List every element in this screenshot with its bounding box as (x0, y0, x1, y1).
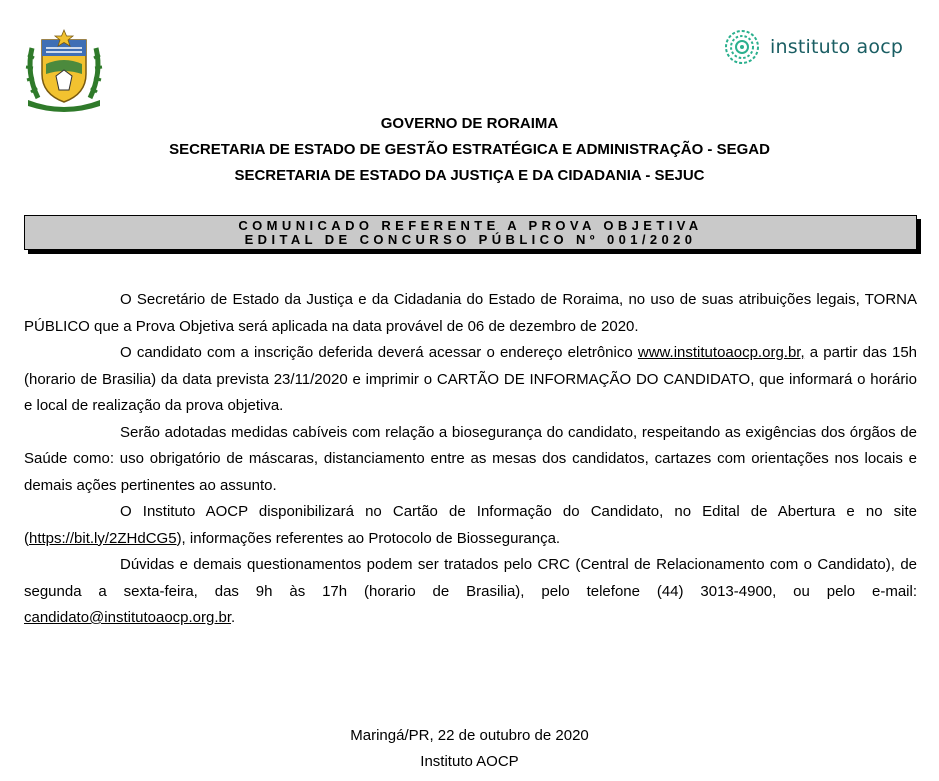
paragraph-2-text-start: O candidato com a inscrição deferida deverá acessar o endereço eletrônico (120, 344, 638, 361)
document-footer (0, 723, 939, 775)
banner-title: COMUNICADO REFERENTE A PROVA OBJETIVA (238, 218, 703, 233)
paragraph-1 (24, 287, 917, 340)
heading-line-segad: SECRETARIA DE ESTADO DE GESTÃO ESTRATÉGICA E ADMINISTRAÇÃO - SEGAD (169, 141, 770, 158)
signature: Instituto AOCP (420, 753, 519, 770)
instituto-aocp-logo (724, 29, 903, 65)
paragraph-4 (24, 499, 917, 552)
biosafety-link[interactable]: https://bit.ly/2ZHdCG5 (29, 529, 177, 547)
aocp-spiral-icon (724, 29, 760, 65)
website-link[interactable]: www.institutoaocp.org.br, (637, 344, 805, 361)
paragraph-5-text-end: . (231, 609, 236, 626)
heading-line-government: GOVERNO DE RORAIMA (380, 115, 559, 132)
paragraph-4-text-end: ), informações referentes ao Protocolo de Biossegurança. (176, 529, 561, 547)
email-link[interactable]: candidato@institutoaocp.org.br (24, 609, 232, 626)
roraima-coat-of-arms-logo (22, 28, 106, 112)
paragraph-5 (24, 552, 917, 632)
paragraph-2-text-end: a partir das 15h (horario de Brasilia) da data prevista 23/11/2020 e imprimir o CARTÃO DE INFORMAÇÃO DO CANDIDATO, que informará o horário e local de realização da prova objetiva. (24, 344, 918, 414)
paragraph-1-text: O Secretário de Estado da Justiça e da Cidadania do Estado de Roraima, no uso de suas atribuições legais, TORNA PÚBLICO que a Prova Objetiva será aplicada na data provável de 06 de dezembro de 2020. (24, 291, 917, 335)
heading-line-sejuc: SECRETARIA DE ESTADO DA JUSTIÇA E DA CIDADANIA - SEJUC (234, 167, 705, 184)
place-date: Maringá/PR, 22 de outubro de 2020 (350, 727, 589, 744)
paragraph-2 (24, 340, 917, 420)
paragraph-3-text: Serão adotadas medidas cabíveis com relação a biosegurança do candidato, respeitando as exigências dos órgãos de Saúde como: uso obrigatório de máscaras, distanciamento entre as mesas dos candidatos, cartazes com orientações nos locais e demais ações pertinentes ao assunto. (24, 423, 917, 494)
paragraph-5-text-start: Dúvidas e demais questionamentos podem ser tratados pelo CRC (Central de Relacionamento com o Candidato), de segunda a sexta-feira, das 9h às 17h (horario de Brasilia), pelo telefone (44) 3013-4900, ou pelo e-mail: (24, 556, 917, 600)
title-banner (24, 215, 917, 250)
document-body (24, 287, 917, 632)
paragraph-3 (24, 420, 917, 500)
logo-text: instituto aocp (770, 36, 904, 58)
banner-subtitle: EDITAL DE CONCURSO PÚBLICO Nº 001/2020 (244, 232, 697, 247)
paragraph-4-text-start: O Instituto AOCP disponibilizará no Cartão de Informação do Candidato, no Edital de Abertura e no site ( (24, 503, 917, 547)
document-heading (0, 111, 939, 189)
